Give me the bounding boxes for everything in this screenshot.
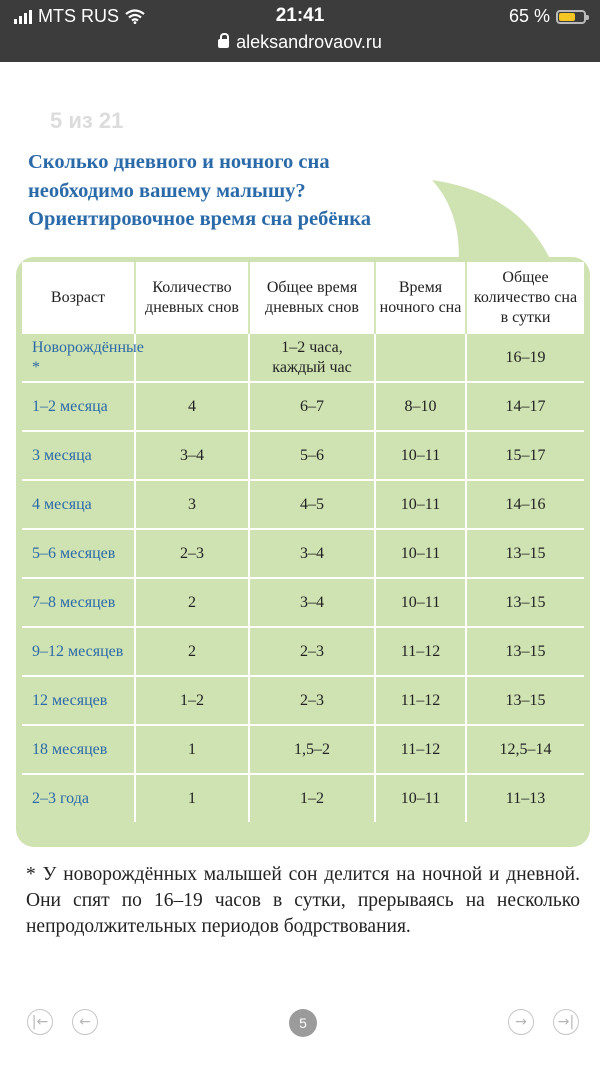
next-page-button[interactable] [508, 1009, 534, 1035]
cell-night-sleep: 8–10 [375, 382, 466, 431]
cell-age: 3 месяца [22, 431, 135, 480]
cell-night-sleep: 10–11 [375, 578, 466, 627]
cell-age: 1–2 месяца [22, 382, 135, 431]
cell-day-sleep-total: 3–4 [249, 578, 375, 627]
cell-day-naps: 2 [135, 627, 249, 676]
page-counter: 5 из 21 [50, 108, 124, 133]
cell-day-sleep-total: 1–2 [249, 774, 375, 822]
cell-night-sleep: 11–12 [375, 725, 466, 774]
cell-total-sleep: 13–15 [466, 627, 584, 676]
column-header-total-sleep: Общее количество сна в сутки [466, 262, 584, 334]
table-row [22, 676, 584, 725]
prev-page-icon: ← [79, 1014, 91, 1030]
cell-age: Новорождённые * [22, 334, 135, 382]
footnote: * У новорождённых малышей сон делится на ночной и дневной. Они спят по 16–19 часов в сутки, прерываясь на несколько непродолжительных периодов бодрствования. [26, 864, 580, 937]
url-text: aleksandrovaov.ru [236, 32, 382, 52]
column-header-day-naps: Количество дневных снов [135, 262, 249, 334]
sleep-table [22, 262, 584, 822]
battery-percent: 65 % [508, 6, 550, 26]
cell-day-naps: 4 [135, 382, 249, 431]
table-row [22, 431, 584, 480]
cell-day-naps [135, 334, 249, 382]
cell-total-sleep: 13–15 [466, 676, 584, 725]
cell-day-sleep-total: 6–7 [249, 382, 375, 431]
clock: 21:41 [275, 5, 325, 26]
column-header-night-sleep: Время ночного сна [375, 262, 466, 334]
battery-info [509, 6, 586, 27]
cell-day-naps: 3–4 [135, 431, 249, 480]
table-row [22, 382, 584, 431]
cell-age: 5–6 месяцев [22, 529, 135, 578]
cell-total-sleep: 14–17 [466, 382, 584, 431]
cell-day-naps: 3 [135, 480, 249, 529]
lock-icon [218, 39, 229, 48]
cell-day-naps: 1–2 [135, 676, 249, 725]
cell-day-sleep-total: 2–3 [249, 676, 375, 725]
cell-total-sleep: 13–15 [466, 529, 584, 578]
battery-icon [556, 10, 586, 24]
cell-day-sleep-total: 3–4 [249, 529, 375, 578]
cell-total-sleep: 15–17 [466, 431, 584, 480]
cell-day-sleep-total: 4–5 [249, 480, 375, 529]
last-page-button[interactable] [553, 1009, 579, 1035]
table-header-row [22, 262, 584, 334]
cell-night-sleep: 11–12 [375, 627, 466, 676]
cell-age: 2–3 года [22, 774, 135, 822]
next-page-icon: → [515, 1014, 527, 1030]
cell-age: 7–8 месяцев [22, 578, 135, 627]
cell-day-naps: 1 [135, 774, 249, 822]
cell-age: 9–12 месяцев [22, 627, 135, 676]
table-row [22, 529, 584, 578]
cell-night-sleep: 10–11 [375, 480, 466, 529]
cell-age: 18 месяцев [22, 725, 135, 774]
cell-total-sleep: 13–15 [466, 578, 584, 627]
cell-age: 12 месяцев [22, 676, 135, 725]
carrier-name: MTS RUS [38, 6, 119, 26]
address-bar[interactable] [0, 32, 600, 53]
table-row [22, 578, 584, 627]
title-line-2: необходимо вашему малышу? [28, 179, 306, 202]
page-title [28, 148, 448, 234]
table-row [22, 480, 584, 529]
cell-night-sleep: 10–11 [375, 774, 466, 822]
first-page-button[interactable] [27, 1009, 53, 1035]
cell-day-sleep-total: 1–2 часа, каждый час [249, 334, 375, 382]
table-row [22, 334, 584, 382]
cell-total-sleep: 14–16 [466, 480, 584, 529]
cell-total-sleep: 11–13 [466, 774, 584, 822]
cell-day-naps: 1 [135, 725, 249, 774]
table-row [22, 774, 584, 822]
cell-day-sleep-total: 2–3 [249, 627, 375, 676]
current-page-badge[interactable]: 5 [289, 1009, 317, 1037]
cell-day-sleep-total: 1,5–2 [249, 725, 375, 774]
cell-night-sleep [375, 334, 466, 382]
column-header-age: Возраст [22, 262, 135, 334]
cell-night-sleep: 11–12 [375, 676, 466, 725]
title-line-1: Сколько дневного и ночного сна [28, 151, 330, 173]
cell-total-sleep: 16–19 [505, 348, 546, 366]
prev-page-button[interactable] [72, 1009, 98, 1035]
last-page-icon: →| [557, 1014, 575, 1030]
title-line-3: Ориентировочное время сна ребёнка [28, 208, 372, 230]
table-row [22, 627, 584, 676]
cell-day-naps: 2–3 [135, 529, 249, 578]
cell-night-sleep: 10–11 [375, 529, 466, 578]
first-page-icon: |← [31, 1014, 49, 1030]
column-header-day-sleep-total: Общее время дневных снов [249, 262, 375, 334]
table-row [22, 725, 584, 774]
cell-night-sleep: 10–11 [375, 431, 466, 480]
cell-day-naps: 2 [135, 578, 249, 627]
status-bar [0, 0, 600, 62]
cell-age: 4 месяца [22, 480, 135, 529]
cell-day-sleep-total: 5–6 [249, 431, 375, 480]
cell-total-sleep: 12,5–14 [466, 725, 584, 774]
